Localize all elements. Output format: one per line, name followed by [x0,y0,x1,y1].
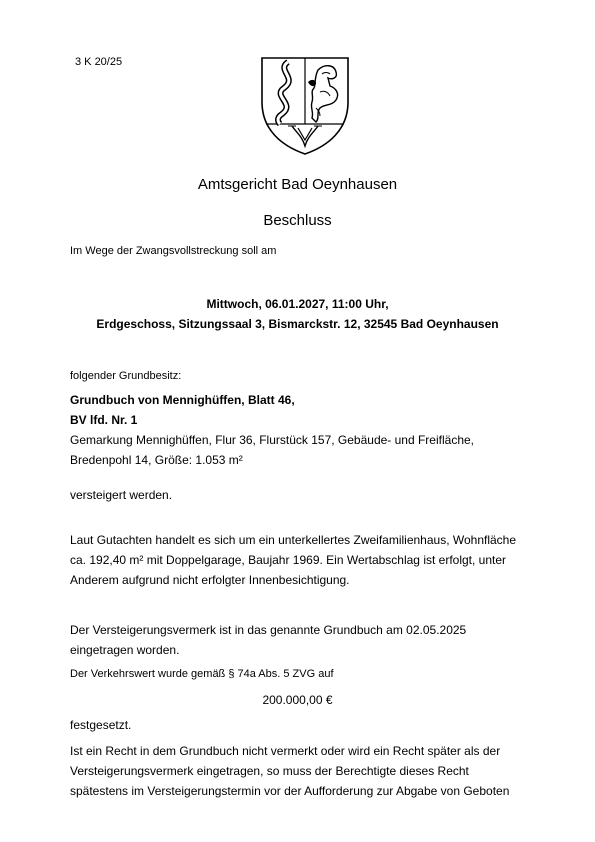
gemarkung-line: Gemarkung Mennighüffen, Flur 36, Flurstück 157, Gebäude- und Freifläche, [70,433,474,447]
court-name: Amtsgericht Bad Oeynhausen [197,176,398,193]
bv-line: BV lfd. Nr. 1 [70,413,138,427]
gutachten-line: Laut Gutachten handelt es sich um ein unterkellertes Zweifamilienhaus, Wohnfläche [70,533,517,547]
versteigert-line: versteigert werden. [70,488,173,502]
date-line: Mittwoch, 06.01.2027, 11:00 Uhr, [206,297,389,311]
verkehrswert-intro: Der Verkehrswert wurde gemäß § 74a Abs. 5 ZVG auf [70,668,334,680]
festgesetzt-line: festgesetzt. [70,718,132,732]
recht-line: Ist ein Recht in dem Grundbuch nicht vermerkt oder wird ein Recht später als der [70,744,501,758]
gutachten-line: ca. 192,40 m² mit Doppelgarage, Baujahr 1969. Ein Wertabschlag ist erfolgt, unter [70,553,507,567]
amount-value: 200.000,00 € [262,693,333,707]
grundbuch-line: Grundbuch von Mennighüffen, Blatt 46, [70,393,295,407]
gutachten-line: Anderem aufgrund nicht erfolgter Innenbesichtigung. [70,573,350,587]
recht-line: spätestens im Versteigerungstermin vor der Aufforderung zur Abgabe von Geboten [70,784,510,798]
vermerk-line: Der Versteigerungsvermerk ist in das genannte Grundbuch am 02.05.2025 [70,623,467,637]
intro-text: Im Wege der Zwangsvollstreckung soll am [70,245,277,257]
vermerk-line: eingetragen worden. [70,643,180,657]
location-line: Erdgeschoss, Sitzungssaal 3, Bismarckstr. 12, 32545 Bad Oeynhausen [96,317,499,331]
coat-of-arms-logo [258,52,352,156]
recht-line: Versteigerungsvermerk eingetragen, so muss der Berechtigte dieses Recht [70,764,469,778]
document-title: Beschluss [263,212,332,229]
file-number: 3 K 20/25 [75,56,123,68]
address-line: Bredenpohl 14, Größe: 1.053 m² [70,453,243,467]
property-intro: folgender Grundbesitz: [70,370,182,382]
